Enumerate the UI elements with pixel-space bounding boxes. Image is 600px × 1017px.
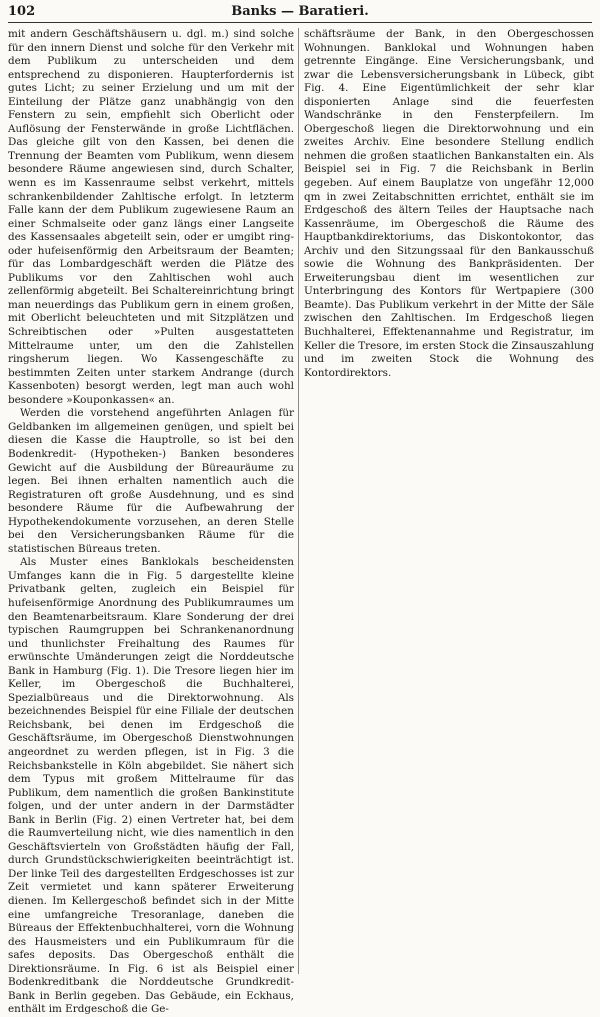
left-column xyxy=(8,28,294,1016)
running-header xyxy=(8,4,592,23)
page-number: 102 xyxy=(8,4,36,19)
column-divider xyxy=(298,28,299,974)
running-title: Banks — Baratieri. xyxy=(231,4,369,19)
paragraph: schäftsräume der Bank, in den Obergeschossen Wohnungen. Banklokal und Wohnungen haben getrennte Eingänge. Eine Versicherungsbank, und zwar die Lebensversicherungsbank in Lübeck, gibt Fig. 4. Eine Eigentümlichkeit der sehr klar disponierten Anlage sind die feuerfesten Wandschränke in den Fensterpfeilern. Im Obergeschoß liegen die Direktorwohnung und ein zweites Archiv. Eine besondere Stellung endlich nehmen die großen staatlichen Bankanstalten ein. Als Beispiel sei in Fig. 7 die Reichsbank in Berlin gegeben. Auf einem Bauplatze von ungefähr 12,000 qm in zwei Zeitabschnitten errichtet, enthält sie im Erdgeschoß des ältern Teiles der Hauptsache nach Kassenräume, im Obergeschoß die Räume des Hauptbankdirektoriums, das Diskontokontor, das Archiv und den Sitzungssaal für den Bankausschuß sowie die Wohnung des Bankpräsidenten. Der Erweiterungsbau dient im wesentlichen zur Unterbringung des Kontors für Wertpapiere (300 Beamte). Das Publikum verkehrt in der Mitte der Säle zwischen den Zahltischen. Im Erdgeschoß liegen Buchhalterei, Effektenannahme und Registratur, im Keller die Tresore, im ersten Stock die Zinsauszahlung und im zweiten Stock die Wohnung des Kontordirektors. xyxy=(304,28,594,379)
right-column xyxy=(304,28,594,974)
paragraph: mit andern Geschäftshäusern u. dgl. m.) sind solche für den innern Dienst und solche für den Verkehr mit dem Publikum zu unterscheiden und dem entsprechend zu disponieren. Haupterfordernis ist gutes Licht; zu seiner Erzielung und um mit der Einteilung der Plätze ganz unabhängig von den Fenstern zu sein, empfiehlt sich Oberlicht oder Auflösung der Fensterwände in große Lichtflächen. Das gleiche gilt von den Kassen, bei denen die Trennung der Beamten vom Publikum, wenn diesem besondere Räume angewiesen sind, durch Schalter, wenn es im Kassenraume selbst verkehrt, mittels schrankenbildender Zahltische erfolgt. In letzterm Falle kann der dem Publikum zugewiesene Raum an einer Schmalseite oder ganz längs einer Langseite des Kassensaales abgeteilt sein, oder er umgibt ring- oder hufeisenförmig den Arbeitsraum der Beamten; für das Lombardgeschäft werden die Plätze des Publikums vor den Zahltischen wohl auch zellenförmig abgeteilt. Bei Schaltereinrichtung bringt man neuerdings das Publikum gern in einem großen, mit Oberlicht beleuchteten und mit Sitzplätzen und Schreibtischen oder »Pulten ausgestatteten Mittelraume unter, um den die Zahlstellen ringsherum liegen. Wo Kassengeschäfte zu bestimmten Zeiten unter starkem Andrange (durch Kassenboten) besorgt werden, legt man auch wohl besondere »Kouponkassen« an. xyxy=(8,28,294,406)
paragraph: Werden die vorstehend angeführten Anlagen für Geldbanken im allgemeinen genügen, und spielt bei diesen die Kasse die Hauptrolle, so ist bei den Bodenkredit- (Hypotheken-) Banken besonderes Gewicht auf die Ausbildung der Büreauräume zu legen. Bei ihnen erhalten namentlich auch die Registraturen oft große Ausdehnung, und es sind besondere Räume für die Aufbewahrung der Hypothekendokumente vorzusehen, an deren Stelle bei den Versicherungsbanken Räume für die statistischen Büreaus treten. xyxy=(8,407,294,555)
paragraph: Als Muster eines Banklokals bescheidensten Umfanges kann die in Fig. 5 dargestellte kleine Privatbank gelten, zugleich ein Beispiel für hufeisenförmige Anordnung des Publikumraumes um den Beamtenarbeitsraum. Klare Sonderung der drei typischen Raumgruppen bei Schrankenanordnung und thunlichster Freihaltung des Raumes für erwünschte Umänderungen zeigt die Norddeutsche Bank in Hamburg (Fig. 1). Die Tresore liegen hier im Keller, im Obergeschoß die Buchhalterei, Spezialbüreaus und die Direktorwohnung. Als bezeichnendes Beispiel für eine Filiale der deutschen Reichsbank, bei denen im Erdgeschoß die Geschäftsräume, im Obergeschoß Dienstwohnungen angeordnet zu werden pflegen, ist in Fig. 3 die Reichsbankstelle in Köln abgebildet. Sie nähert sich dem Typus mit großem Mittelraume für das Publikum, dem namentlich die großen Bankinstitute folgen, und der unter andern in der Darmstädter Bank in Berlin (Fig. 2) einen Vertreter hat, bei dem die Raumverteilung nicht, wie dies namentlich in den Geschäftsvierteln von Großstädten häufig der Fall, durch Grundstückschwierigkeiten beeinträchtigt ist. Der linke Teil des dargestellten Erdgeschosses ist zur Zeit vermietet und kann späterer Erweiterung dienen. Im Kellergeschoß befindet sich in der Mitte eine umfangreiche Tresoranlage, daneben die Büreaus der Effektenbuchhalterei, vorn die Wohnung des Hausmeisters und ein Publikumraum für die safes deposits. Das Obergeschoß enthält die Direktionsräume. In Fig. 6 ist als Beispiel einer Bodenkreditbank die Norddeutsche Grundkredit-Bank in Berlin gegeben. Das Gebäude, ein Eckhaus, enthält im Erdgeschoß die Ge- xyxy=(8,556,294,1016)
